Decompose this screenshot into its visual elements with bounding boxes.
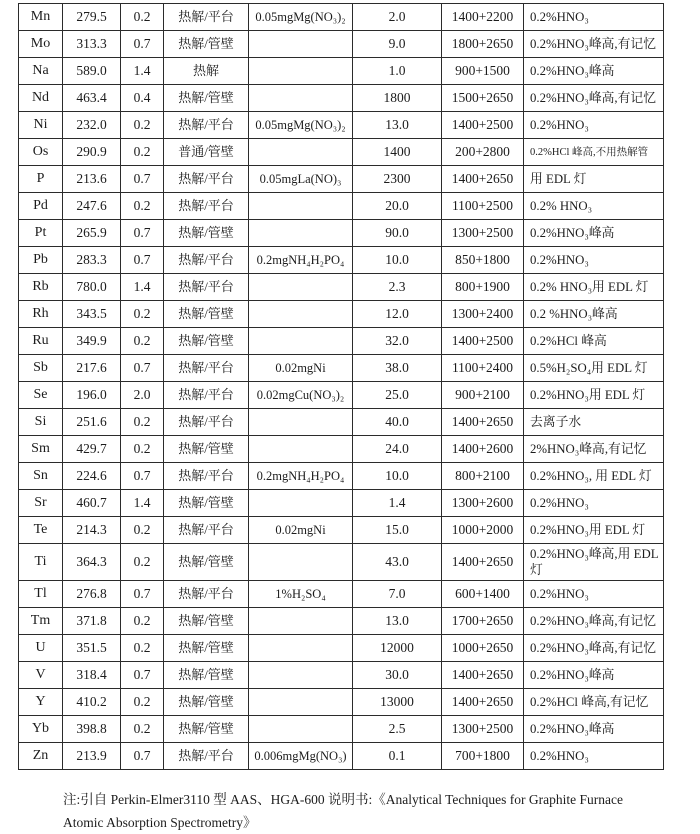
wavelength-cell: 213.6	[63, 166, 121, 193]
remark-cell: 0.2% HNO₃用 EDL 灯	[524, 274, 664, 301]
element-symbol-cell: P	[19, 166, 63, 193]
furnace-temps-cell: 1400+2600	[442, 436, 524, 463]
slit-width-cell: 1.4	[121, 58, 164, 85]
element-symbol-cell: Ni	[19, 112, 63, 139]
slit-width-cell: 2.0	[121, 382, 164, 409]
matrix-modifier-cell	[249, 608, 353, 635]
furnace-temps-cell: 800+2100	[442, 463, 524, 490]
char-mass-cell: 32.0	[353, 328, 442, 355]
furnace-temps-cell: 900+1500	[442, 58, 524, 85]
slit-width-cell: 0.7	[121, 220, 164, 247]
furnace-temps-cell: 1300+2400	[442, 301, 524, 328]
table-row	[19, 220, 664, 247]
table-row	[19, 581, 664, 608]
furnace-temps-cell: 1000+2000	[442, 517, 524, 544]
wavelength-cell: 343.5	[63, 301, 121, 328]
char-mass-cell: 13.0	[353, 112, 442, 139]
element-symbol-cell: Ti	[19, 544, 63, 581]
matrix-modifier-cell: 0.05mgMg(NO₃)₂	[249, 4, 353, 31]
wavelength-cell: 251.6	[63, 409, 121, 436]
furnace-temps-cell: 1400+2200	[442, 4, 524, 31]
tube-type-cell: 热解/平台	[164, 382, 249, 409]
wavelength-cell: 279.5	[63, 4, 121, 31]
table-row	[19, 608, 664, 635]
tube-type-cell: 热解/平台	[164, 355, 249, 382]
table-row	[19, 743, 664, 770]
table-row	[19, 662, 664, 689]
aas-parameter-table	[18, 3, 664, 770]
slit-width-cell: 0.2	[121, 112, 164, 139]
matrix-modifier-cell: 0.006mgMg(NO₃)	[249, 743, 353, 770]
table-row	[19, 328, 664, 355]
element-symbol-cell: Os	[19, 139, 63, 166]
table-row	[19, 689, 664, 716]
matrix-modifier-cell	[249, 139, 353, 166]
tube-type-cell: 热解/平台	[164, 193, 249, 220]
remark-cell: 0.2%HNO₃	[524, 247, 664, 274]
slit-width-cell: 1.4	[121, 490, 164, 517]
matrix-modifier-cell	[249, 689, 353, 716]
element-symbol-cell: Mo	[19, 31, 63, 58]
furnace-temps-cell: 1400+2650	[442, 662, 524, 689]
remark-cell: 0.2%HNO₃	[524, 581, 664, 608]
slit-width-cell: 0.7	[121, 31, 164, 58]
remark-cell: 0.2 %HNO₃峰高	[524, 301, 664, 328]
matrix-modifier-cell	[249, 328, 353, 355]
slit-width-cell: 0.7	[121, 247, 164, 274]
char-mass-cell: 1800	[353, 85, 442, 112]
slit-width-cell: 0.2	[121, 301, 164, 328]
matrix-modifier-cell	[249, 301, 353, 328]
tube-type-cell: 热解/平台	[164, 4, 249, 31]
furnace-temps-cell: 600+1400	[442, 581, 524, 608]
slit-width-cell: 0.2	[121, 328, 164, 355]
slit-width-cell: 0.2	[121, 436, 164, 463]
slit-width-cell: 0.7	[121, 463, 164, 490]
slit-width-cell: 0.2	[121, 139, 164, 166]
table-row	[19, 112, 664, 139]
char-mass-cell: 40.0	[353, 409, 442, 436]
table-row	[19, 58, 664, 85]
element-symbol-cell: Mn	[19, 4, 63, 31]
tube-type-cell: 热解/管壁	[164, 85, 249, 112]
tube-type-cell: 热解/平台	[164, 166, 249, 193]
slit-width-cell: 1.4	[121, 274, 164, 301]
element-symbol-cell: Sr	[19, 490, 63, 517]
furnace-temps-cell: 1400+2650	[442, 166, 524, 193]
table-row	[19, 247, 664, 274]
char-mass-cell: 13.0	[353, 608, 442, 635]
matrix-modifier-cell	[249, 635, 353, 662]
tube-type-cell: 热解/平台	[164, 247, 249, 274]
slit-width-cell: 0.2	[121, 635, 164, 662]
slit-width-cell: 0.2	[121, 716, 164, 743]
remark-cell: 0.2%HNO₃峰高,用 EDL 灯	[524, 544, 664, 581]
wavelength-cell: 214.3	[63, 517, 121, 544]
slit-width-cell: 0.2	[121, 4, 164, 31]
wavelength-cell: 290.9	[63, 139, 121, 166]
slit-width-cell: 0.2	[121, 193, 164, 220]
remark-cell: 0.2%HNO₃峰高,有记忆	[524, 31, 664, 58]
table-row	[19, 4, 664, 31]
element-symbol-cell: U	[19, 635, 63, 662]
char-mass-cell: 9.0	[353, 31, 442, 58]
matrix-modifier-cell	[249, 31, 353, 58]
tube-type-cell: 热解/平台	[164, 463, 249, 490]
matrix-modifier-cell: 0.02mgCu(NO₃)₂	[249, 382, 353, 409]
matrix-modifier-cell	[249, 544, 353, 581]
furnace-temps-cell: 1500+2650	[442, 85, 524, 112]
element-symbol-cell: Zn	[19, 743, 63, 770]
remark-cell: 去离子水	[524, 409, 664, 436]
slit-width-cell: 0.4	[121, 85, 164, 112]
tube-type-cell: 热解/管壁	[164, 608, 249, 635]
slit-width-cell: 0.2	[121, 409, 164, 436]
furnace-temps-cell: 1800+2650	[442, 31, 524, 58]
wavelength-cell: 410.2	[63, 689, 121, 716]
wavelength-cell: 232.0	[63, 112, 121, 139]
element-symbol-cell: Tm	[19, 608, 63, 635]
char-mass-cell: 25.0	[353, 382, 442, 409]
matrix-modifier-cell	[249, 193, 353, 220]
char-mass-cell: 43.0	[353, 544, 442, 581]
remark-cell: 0.2%HNO₃用 EDL 灯	[524, 517, 664, 544]
char-mass-cell: 2.0	[353, 4, 442, 31]
slit-width-cell: 0.2	[121, 517, 164, 544]
remark-cell: 0.2%HCl 峰高	[524, 328, 664, 355]
remark-cell: 0.2%HNO₃	[524, 112, 664, 139]
char-mass-cell: 12000	[353, 635, 442, 662]
table-row	[19, 490, 664, 517]
char-mass-cell: 2.5	[353, 716, 442, 743]
table-row	[19, 463, 664, 490]
slit-width-cell: 0.7	[121, 662, 164, 689]
wavelength-cell: 265.9	[63, 220, 121, 247]
element-symbol-cell: Nd	[19, 85, 63, 112]
matrix-modifier-cell	[249, 436, 353, 463]
element-symbol-cell: Pt	[19, 220, 63, 247]
char-mass-cell: 90.0	[353, 220, 442, 247]
remark-cell: 0.2%HNO₃峰高,有记忆	[524, 635, 664, 662]
element-symbol-cell: Sb	[19, 355, 63, 382]
char-mass-cell: 2.3	[353, 274, 442, 301]
wavelength-cell: 371.8	[63, 608, 121, 635]
remark-cell: 2%HNO₃峰高,有记忆	[524, 436, 664, 463]
element-symbol-cell: Pd	[19, 193, 63, 220]
slit-width-cell: 0.7	[121, 166, 164, 193]
table-row	[19, 635, 664, 662]
tube-type-cell: 热解/管壁	[164, 490, 249, 517]
element-symbol-cell: Y	[19, 689, 63, 716]
element-symbol-cell: Sm	[19, 436, 63, 463]
table-row	[19, 85, 664, 112]
element-symbol-cell: Se	[19, 382, 63, 409]
table-row	[19, 382, 664, 409]
table-row	[19, 517, 664, 544]
wavelength-cell: 196.0	[63, 382, 121, 409]
furnace-temps-cell: 1100+2400	[442, 355, 524, 382]
tube-type-cell: 热解/管壁	[164, 301, 249, 328]
tube-type-cell: 普通/管壁	[164, 139, 249, 166]
furnace-temps-cell: 1300+2500	[442, 220, 524, 247]
tube-type-cell: 热解/平台	[164, 517, 249, 544]
char-mass-cell: 30.0	[353, 662, 442, 689]
char-mass-cell: 10.0	[353, 463, 442, 490]
wavelength-cell: 313.3	[63, 31, 121, 58]
source-footnote	[63, 788, 683, 834]
tube-type-cell: 热解	[164, 58, 249, 85]
matrix-modifier-cell	[249, 716, 353, 743]
char-mass-cell: 1400	[353, 139, 442, 166]
wavelength-cell: 364.3	[63, 544, 121, 581]
remark-cell: 0.2%HNO₃峰高	[524, 220, 664, 247]
tube-type-cell: 热解/平台	[164, 409, 249, 436]
tube-type-cell: 热解/管壁	[164, 328, 249, 355]
matrix-modifier-cell: 0.02mgNi	[249, 355, 353, 382]
tube-type-cell: 热解/管壁	[164, 716, 249, 743]
wavelength-cell: 224.6	[63, 463, 121, 490]
remark-cell: 0.2%HCl 峰高,有记忆	[524, 689, 664, 716]
char-mass-cell: 10.0	[353, 247, 442, 274]
tube-type-cell: 热解/平台	[164, 112, 249, 139]
table-row	[19, 193, 664, 220]
table-row	[19, 139, 664, 166]
aas-parameter-table-wrap	[18, 3, 664, 770]
char-mass-cell: 38.0	[353, 355, 442, 382]
wavelength-cell: 398.8	[63, 716, 121, 743]
tube-type-cell: 热解/管壁	[164, 436, 249, 463]
table-row	[19, 409, 664, 436]
matrix-modifier-cell: 0.2mgNH₄H₂PO₄	[249, 247, 353, 274]
char-mass-cell: 1.0	[353, 58, 442, 85]
furnace-temps-cell: 1400+2650	[442, 544, 524, 581]
slit-width-cell: 0.7	[121, 581, 164, 608]
wavelength-cell: 349.9	[63, 328, 121, 355]
furnace-temps-cell: 1100+2500	[442, 193, 524, 220]
wavelength-cell: 247.6	[63, 193, 121, 220]
slit-width-cell: 0.7	[121, 743, 164, 770]
matrix-modifier-cell	[249, 58, 353, 85]
wavelength-cell: 217.6	[63, 355, 121, 382]
slit-width-cell: 0.2	[121, 608, 164, 635]
matrix-modifier-cell: 0.05mgLa(NO)₃	[249, 166, 353, 193]
remark-cell: 用 EDL 灯	[524, 166, 664, 193]
wavelength-cell: 780.0	[63, 274, 121, 301]
matrix-modifier-cell: 0.05mgMg(NO₃)₂	[249, 112, 353, 139]
element-symbol-cell: Na	[19, 58, 63, 85]
element-symbol-cell: Sn	[19, 463, 63, 490]
furnace-temps-cell: 1000+2650	[442, 635, 524, 662]
tube-type-cell: 热解/管壁	[164, 635, 249, 662]
remark-cell: 0.2%HNO₃峰高	[524, 716, 664, 743]
remark-cell: 0.2%HNO₃峰高,有记忆	[524, 608, 664, 635]
footnote-line-2: Atomic Absorption Spectrometry》	[63, 815, 257, 830]
char-mass-cell: 13000	[353, 689, 442, 716]
remark-cell: 0.2% HNO₃	[524, 193, 664, 220]
tube-type-cell: 热解/管壁	[164, 689, 249, 716]
remark-cell: 0.2%HNO₃	[524, 743, 664, 770]
tube-type-cell: 热解/管壁	[164, 31, 249, 58]
wavelength-cell: 429.7	[63, 436, 121, 463]
tube-type-cell: 热解/平台	[164, 743, 249, 770]
char-mass-cell: 1.4	[353, 490, 442, 517]
remark-cell: 0.5%H₂SO₄用 EDL 灯	[524, 355, 664, 382]
tube-type-cell: 热解/平台	[164, 274, 249, 301]
remark-cell: 0.2%HNO₃峰高	[524, 58, 664, 85]
matrix-modifier-cell	[249, 220, 353, 247]
remark-cell: 0.2%HNO₃用 EDL 灯	[524, 382, 664, 409]
slit-width-cell: 0.7	[121, 355, 164, 382]
matrix-modifier-cell: 0.2mgNH₄H₂PO₄	[249, 463, 353, 490]
element-symbol-cell: Te	[19, 517, 63, 544]
furnace-temps-cell: 1300+2600	[442, 490, 524, 517]
slit-width-cell: 0.2	[121, 689, 164, 716]
remark-cell: 0.2%HNO₃峰高	[524, 662, 664, 689]
remark-cell: 0.2%HNO₃, 用 EDL 灯	[524, 463, 664, 490]
matrix-modifier-cell	[249, 409, 353, 436]
wavelength-cell: 463.4	[63, 85, 121, 112]
furnace-temps-cell: 1300+2500	[442, 716, 524, 743]
wavelength-cell: 351.5	[63, 635, 121, 662]
wavelength-cell: 589.0	[63, 58, 121, 85]
char-mass-cell: 24.0	[353, 436, 442, 463]
wavelength-cell: 283.3	[63, 247, 121, 274]
element-symbol-cell: Si	[19, 409, 63, 436]
table-row	[19, 355, 664, 382]
element-symbol-cell: Yb	[19, 716, 63, 743]
tube-type-cell: 热解/管壁	[164, 662, 249, 689]
char-mass-cell: 2300	[353, 166, 442, 193]
wavelength-cell: 276.8	[63, 581, 121, 608]
furnace-temps-cell: 850+1800	[442, 247, 524, 274]
char-mass-cell: 7.0	[353, 581, 442, 608]
tube-type-cell: 热解/平台	[164, 581, 249, 608]
table-row	[19, 166, 664, 193]
element-symbol-cell: Ru	[19, 328, 63, 355]
matrix-modifier-cell: 1%H₂SO₄	[249, 581, 353, 608]
char-mass-cell: 20.0	[353, 193, 442, 220]
footnote-line-1: 注:引自 Perkin-Elmer3110 型 AAS、HGA-600 说明书:《Analytical Techniques for Graphite Furnace	[63, 792, 623, 807]
table-row	[19, 31, 664, 58]
element-symbol-cell: Pb	[19, 247, 63, 274]
wavelength-cell: 318.4	[63, 662, 121, 689]
remark-cell: 0.2%HNO₃	[524, 490, 664, 517]
furnace-temps-cell: 700+1800	[442, 743, 524, 770]
matrix-modifier-cell	[249, 274, 353, 301]
element-symbol-cell: Tl	[19, 581, 63, 608]
char-mass-cell: 0.1	[353, 743, 442, 770]
wavelength-cell: 460.7	[63, 490, 121, 517]
tube-type-cell: 热解/管壁	[164, 544, 249, 581]
remark-cell: 0.2%HNO₃	[524, 4, 664, 31]
table-row	[19, 544, 664, 581]
remark-cell: 0.2%HCl 峰高,不用热解管	[524, 139, 664, 166]
table-row	[19, 436, 664, 463]
element-symbol-cell: Rh	[19, 301, 63, 328]
furnace-temps-cell: 1400+2650	[442, 409, 524, 436]
furnace-temps-cell: 1400+2500	[442, 328, 524, 355]
matrix-modifier-cell	[249, 85, 353, 112]
table-body	[19, 4, 664, 770]
table-row	[19, 716, 664, 743]
element-symbol-cell: Rb	[19, 274, 63, 301]
tube-type-cell: 热解/管壁	[164, 220, 249, 247]
remark-cell: 0.2%HNO₃峰高,有记忆	[524, 85, 664, 112]
table-row	[19, 301, 664, 328]
matrix-modifier-cell: 0.02mgNi	[249, 517, 353, 544]
slit-width-cell: 0.2	[121, 544, 164, 581]
element-symbol-cell: V	[19, 662, 63, 689]
matrix-modifier-cell	[249, 662, 353, 689]
furnace-temps-cell: 800+1900	[442, 274, 524, 301]
furnace-temps-cell: 200+2800	[442, 139, 524, 166]
char-mass-cell: 15.0	[353, 517, 442, 544]
furnace-temps-cell: 1400+2650	[442, 689, 524, 716]
furnace-temps-cell: 1700+2650	[442, 608, 524, 635]
table-row	[19, 274, 664, 301]
char-mass-cell: 12.0	[353, 301, 442, 328]
matrix-modifier-cell	[249, 490, 353, 517]
furnace-temps-cell: 1400+2500	[442, 112, 524, 139]
wavelength-cell: 213.9	[63, 743, 121, 770]
furnace-temps-cell: 900+2100	[442, 382, 524, 409]
